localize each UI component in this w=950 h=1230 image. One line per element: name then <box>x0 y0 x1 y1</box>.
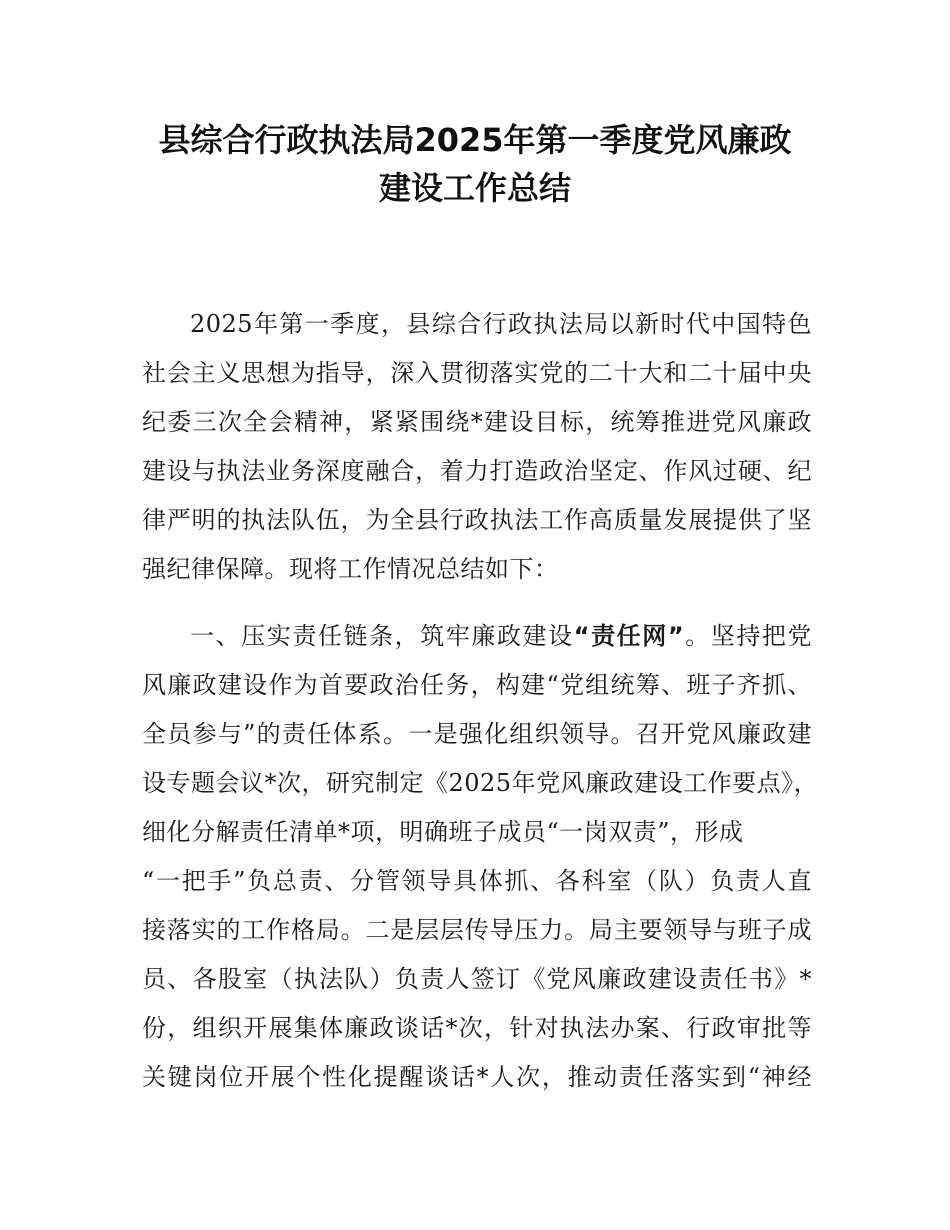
document-title-line-2: 建设工作总结 <box>378 169 571 207</box>
paragraph-2-line: “一把手”负总责、分管领导具体抓、各科室（队）负责人直 <box>142 867 812 895</box>
paragraph-1-line: 纪委三次全会精神，紧紧围绕*建设目标，统筹推进党风廉政 <box>142 408 812 436</box>
heading-continuation: 。坚持把党 <box>684 622 813 650</box>
paragraph-1-line: 律严明的执法队伍，为全县行政执法工作高质量发展提供了坚 <box>142 506 812 534</box>
paragraph-2-line: 设专题会议*次，研究制定《2025年党风廉政建设工作要点》， <box>142 769 819 797</box>
heading-text: 一、压实责任链条，筑牢廉政建设 <box>190 622 574 650</box>
paragraph-1-line: 社会主义思想为指导，深入贯彻落实党的二十大和二十届中央 <box>142 359 812 387</box>
paragraph-2-line: 全员参与”的责任体系。一是强化组织领导。召开党风廉政建 <box>142 720 812 748</box>
paragraph-2-line: 关键岗位开展个性化提醒谈话*人次，推动责任落实到“神经 <box>142 1063 812 1091</box>
document-title-line-1: 县综合行政执法局2025年第一季度党风廉政 <box>158 121 792 159</box>
paragraph-1-line: 建设与执法业务深度融合，着力打造政治坚定、作风过硬、纪 <box>142 457 812 485</box>
paragraph-1-line: 2025年第一季度，县综合行政执法局以新时代中国特色 <box>190 310 812 338</box>
heading-emphasis: “责任网” <box>573 622 685 650</box>
paragraph-2-line: 风廉政建设作为首要政治任务，构建“党组统筹、班子齐抓、 <box>142 671 812 699</box>
paragraph-2-line: 接落实的工作格局。二是层层传导压力。局主要领导与班子成 <box>142 916 812 944</box>
paragraph-2-line: 份，组织开展集体廉政谈话*次，针对执法办案、行政审批等 <box>142 1014 812 1042</box>
paragraph-2-line: 细化分解责任清单*项，明确班子成员“一岗双责”，形成 <box>142 818 744 846</box>
paragraph-1-line: 强纪律保障。现将工作情况总结如下： <box>142 555 559 583</box>
paragraph-2-line: 员、各股室（执法队）负责人签订《党风廉政建设责任书》* <box>142 965 812 993</box>
paragraph-2-first-line <box>190 621 812 651</box>
